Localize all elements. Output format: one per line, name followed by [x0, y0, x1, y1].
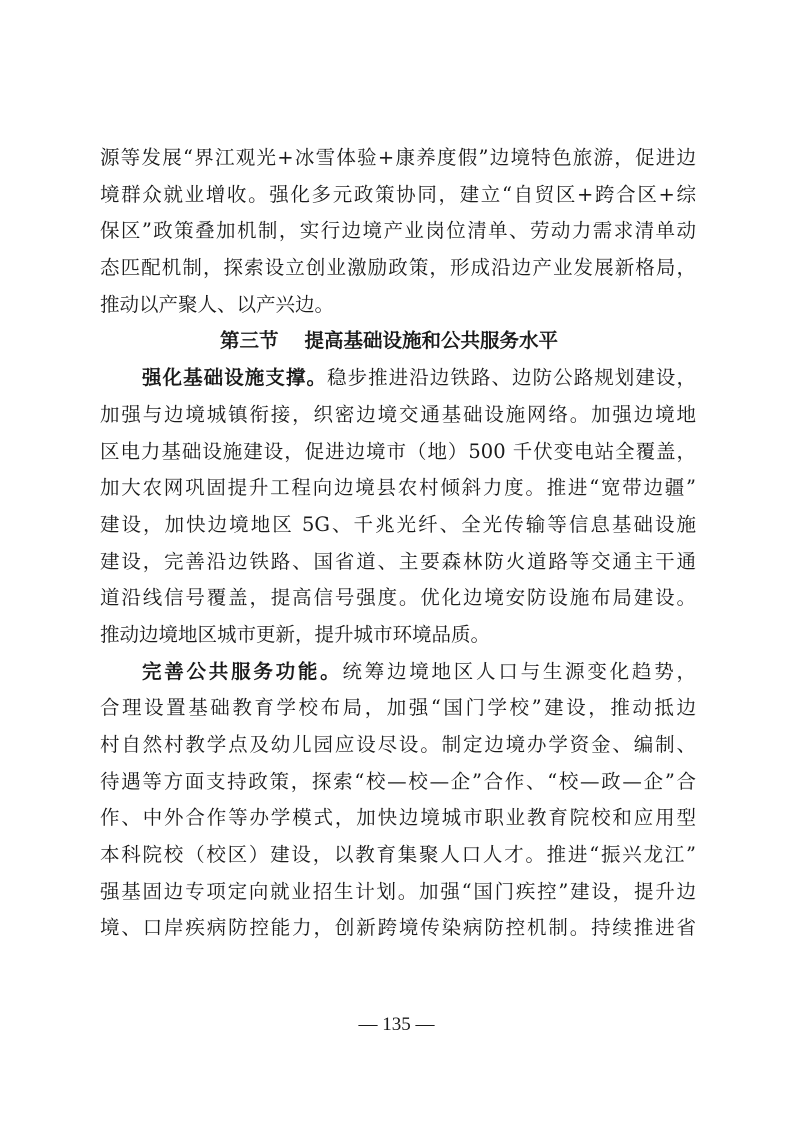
text-line: 合理设置基础教育学校布局，加强“国门学校”建设，推动抵边 [100, 696, 696, 720]
text-line: 保区”政策叠加机制，实行边境产业岗位清单、劳动力需求清单动 [100, 219, 696, 243]
paragraph-first-line [100, 654, 696, 691]
text-line: 加大农网巩固提升工程向边境县农村倾斜力度。推进“宽带边疆” [100, 476, 696, 500]
text-line: 道沿线信号覆盖，提高信号强度。优化边境安防设施布局建设。 [100, 586, 696, 610]
paragraph-text: 统筹边境地区人口与生源变化趋势， [342, 659, 696, 683]
text-line: 境、口岸疾病防控能力，创新跨境传染病防控机制。持续推进省 [100, 916, 696, 940]
text-line: 村自然村教学点及幼儿园应设尽设。制定边境办学资金、编制、 [100, 733, 696, 756]
text-line: 境群众就业增收。强化多元政策协同，建立“自贸区+跨合区+综 [100, 182, 696, 206]
text-line: 建设，加快边境地区 5G、千兆光纤、全光传输等信息基础设施 [100, 512, 696, 536]
body-text [100, 140, 696, 947]
text-line: 本科院校（校区）建设，以教育集聚人口人才。推进“振兴龙江” [100, 843, 696, 867]
text-line: 作、中外合作等办学模式，加快边境城市职业教育院校和应用型 [100, 806, 696, 830]
paragraph-first-line [100, 360, 696, 397]
text-line: 待遇等方面支持政策，探索“校—校—企”合作、“校—政—企”合 [100, 769, 696, 793]
page-number: — 135 — [358, 1014, 435, 1035]
text-line: 态匹配机制，探索设立创业激励政策，形成沿边产业发展新格局， [100, 256, 696, 280]
section-title: 提高基础设施和公共服务水平 [304, 329, 559, 353]
section-heading [100, 323, 696, 360]
text-line: 推动以产聚人、以产兴边。 [100, 292, 335, 316]
paragraph-lead: 强化基础设施支撑。 [142, 366, 328, 390]
paragraph-text: 稳步推进沿边铁路、边防公路规划建设， [327, 366, 696, 390]
text-line: 强基固边专项定向就业招生计划。加强“国门疾控”建设，提升边 [100, 879, 696, 903]
text-line: 区电力基础设施建设，促进边境市（地）500 千伏变电站全覆盖， [100, 439, 696, 463]
text-line: 建设，完善沿边铁路、国省道、主要森林防火道路等交通主干通 [100, 549, 696, 573]
text-line: 推动边境地区城市更新，提升城市环境品质。 [100, 622, 491, 646]
text-line: 源等发展“界江观光+冰雪体验+康养度假”边境特色旅游，促进边 [100, 146, 696, 169]
paragraph-lead: 完善公共服务功能。 [142, 659, 343, 683]
text-line: 加强与边境城镇衔接，织密边境交通基础设施网络。加强边境地 [100, 402, 696, 426]
section-number: 第三节 [220, 329, 279, 353]
